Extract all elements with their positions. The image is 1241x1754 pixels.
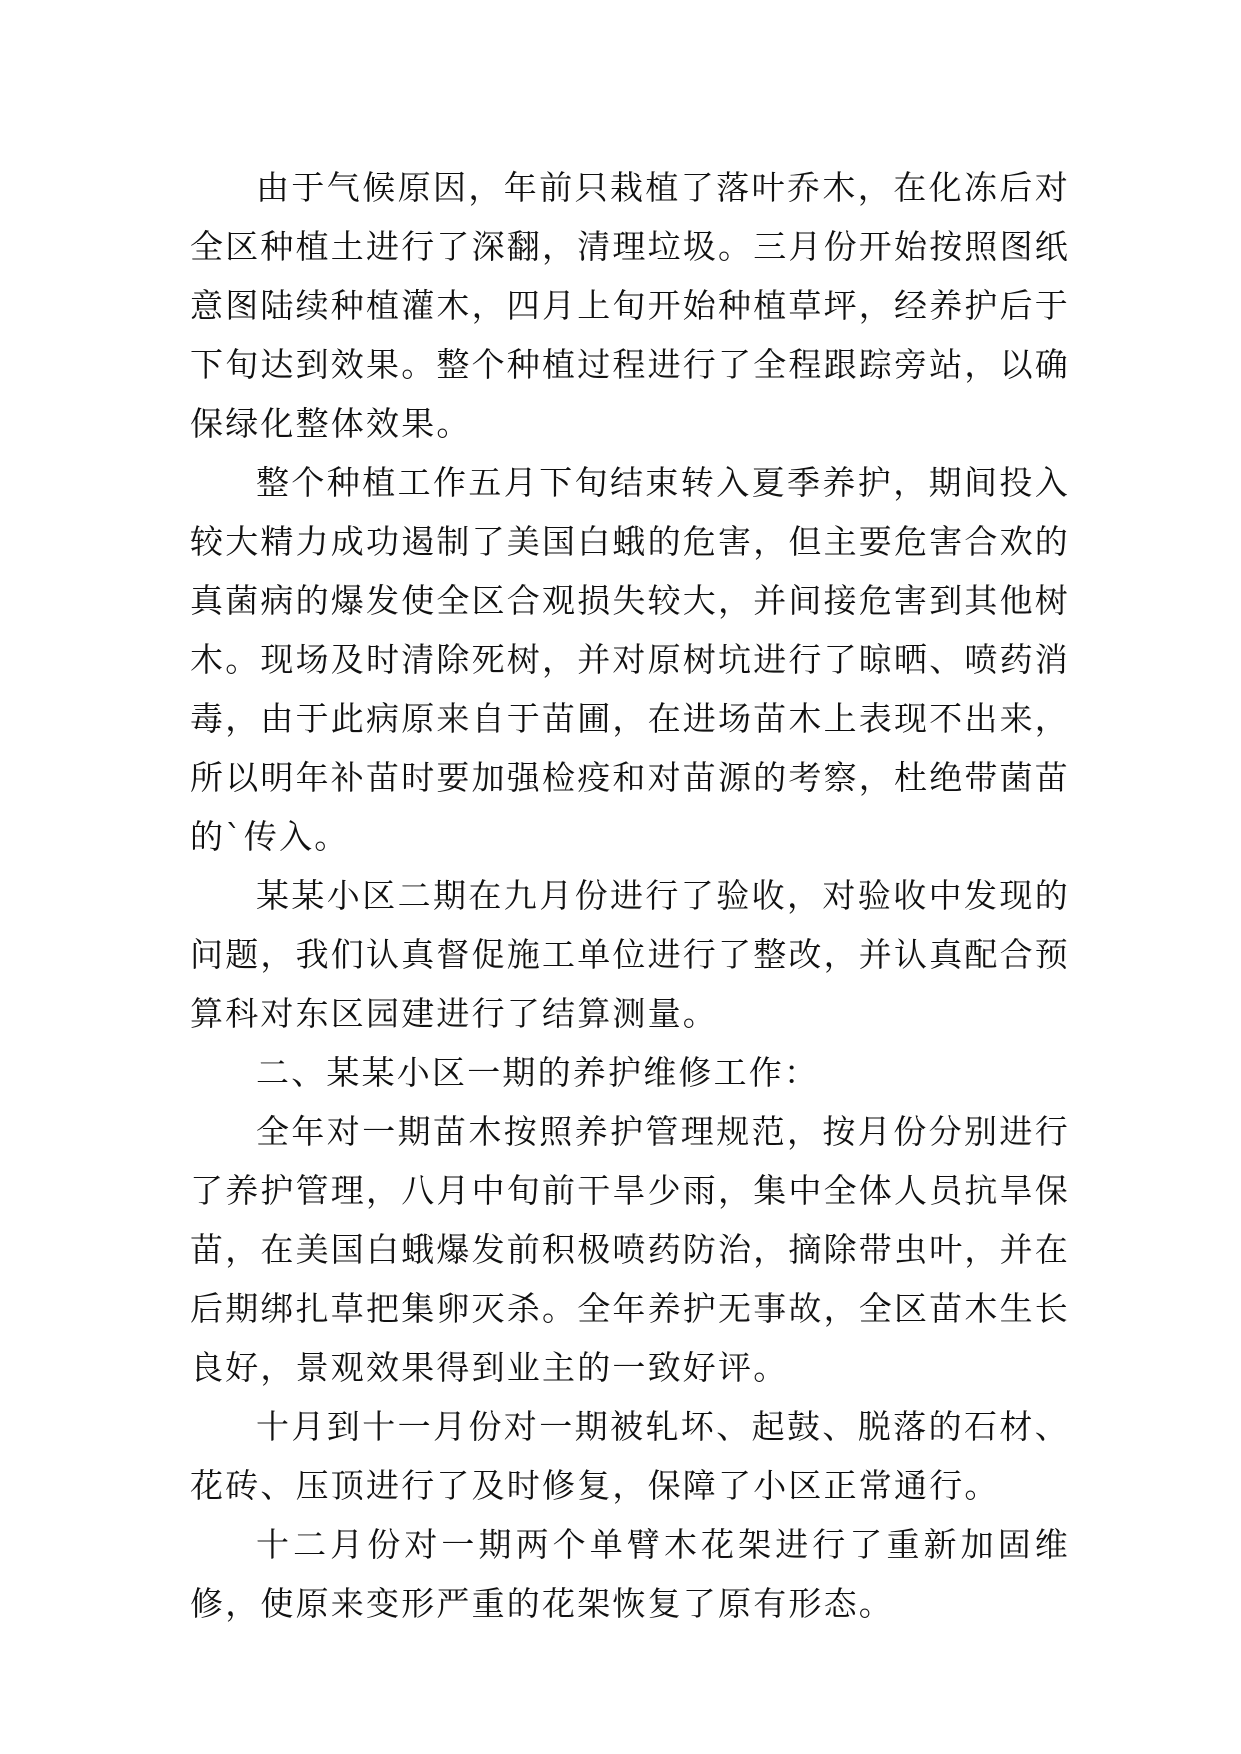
paragraph-3: 某某小区二期在九月份进行了验收，对验收中发现的问题，我们认真督促施工单位进行了整改，并认真配合预算科对东区园建进行了结算测量。 bbox=[190, 876, 1070, 1033]
paragraph-4: 全年对一期苗木按照养护管理规范，按月份分别进行了养护管理，八月中旬前干旱少雨，集中全体人员抗旱保苗，在美国白蛾爆发前积极喷药防治，摘除带虫叶，并在后期绑扎草把集卵灭杀。全年养护无事故，全区苗木生长良好，景观效果得到业主的一致好评。 bbox=[190, 1112, 1070, 1387]
paragraph-2: 整个种植工作五月下旬结束转入夏季养护，期间投入较大精力成功遏制了美国白蛾的危害，但主要危害合欢的真菌病的爆发使全区合观损失较大，并间接危害到其他树木。现场及时清除死树，并对原树坑进行了晾晒、喷药消毒，由于此病原来自于苗圃，在进场苗木上表现不出来，所以明年补苗时要加强检疫和对苗源的考察，杜绝带菌苗的`传入。 bbox=[190, 463, 1070, 856]
document-body bbox=[190, 158, 1070, 1633]
paragraph-6: 十二月份对一期两个单臂木花架进行了重新加固维修，使原来变形严重的花架恢复了原有形态。 bbox=[190, 1525, 1070, 1623]
paragraph-1: 由于气候原因，年前只栽植了落叶乔木，在化冻后对全区种植土进行了深翻，清理垃圾。三月份开始按照图纸意图陆续种植灌木，四月上旬开始种植草坪，经养护后于下旬达到效果。整个种植过程进行了全程跟踪旁站，以确保绿化整体效果。 bbox=[190, 168, 1070, 443]
section-heading: 二、某某小区一期的养护维修工作： bbox=[256, 1053, 820, 1092]
paragraph-5: 十月到十一月份对一期被轧坏、起鼓、脱落的石材、花砖、压顶进行了及时修复，保障了小区正常通行。 bbox=[190, 1407, 1070, 1505]
